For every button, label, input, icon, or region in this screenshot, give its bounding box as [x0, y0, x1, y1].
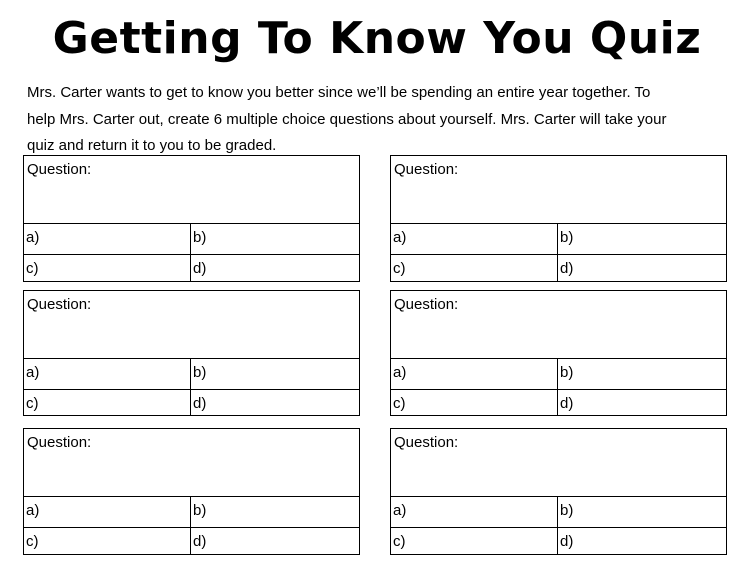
answer-c-field[interactable]: c) [24, 390, 191, 415]
answer-d-field[interactable]: d) [560, 395, 574, 412]
answer-d-field[interactable]: d) [560, 533, 574, 550]
answer-d-field[interactable]: d) [560, 260, 574, 277]
instructions-line-1: Mrs. Carter wants to get to know you better since we’ll be spending an entire year together. To [27, 84, 651, 101]
question-box-2 [390, 155, 727, 282]
answer-c-field[interactable]: c) [24, 528, 191, 554]
question-box-1 [23, 155, 360, 282]
answer-c-field[interactable]: c) [391, 528, 558, 554]
answer-c-field[interactable]: c) [391, 390, 558, 415]
question-field[interactable]: Question: [24, 291, 359, 359]
answer-a-field[interactable]: a) [391, 497, 558, 528]
answer-a-field[interactable]: a) [391, 224, 558, 255]
answer-b-field[interactable]: b) [558, 497, 726, 528]
instructions-line-2: help Mrs. Carter out, create 6 multiple choice questions about yourself. Mrs. Carter will take your [27, 110, 667, 128]
page-title: Getting To Know You Quiz [52, 13, 702, 64]
question-box-5 [23, 428, 360, 555]
question-field[interactable]: Question: [391, 429, 726, 497]
answer-b-field[interactable]: b) [191, 497, 359, 528]
answer-c-field[interactable]: c) [24, 255, 191, 281]
question-box-4 [390, 290, 727, 416]
answer-b-field[interactable]: b) [191, 224, 359, 255]
answer-a-field[interactable]: a) [391, 359, 558, 390]
answer-b-field[interactable]: b) [558, 359, 726, 390]
instructions-paragraph [27, 80, 732, 160]
question-field[interactable]: Question: [391, 156, 726, 224]
question-field[interactable]: Question: [24, 429, 359, 497]
answer-a-field[interactable]: a) [24, 224, 191, 255]
answer-d-field[interactable]: d) [193, 395, 207, 412]
answer-a-field[interactable]: a) [24, 497, 191, 528]
question-box-3 [23, 290, 360, 416]
question-field[interactable]: Question: [24, 156, 359, 224]
answer-d-field[interactable]: d) [193, 260, 207, 277]
question-box-6 [390, 428, 727, 555]
answer-a-field[interactable]: a) [24, 359, 191, 390]
answer-b-field[interactable]: b) [558, 224, 726, 255]
answer-c-field[interactable]: c) [391, 255, 558, 281]
answer-b-field[interactable]: b) [191, 359, 359, 390]
instructions-line-3: quiz and return it to you to be graded. [27, 137, 277, 154]
answer-d-field[interactable]: d) [193, 533, 207, 550]
question-field[interactable]: Question: [391, 291, 726, 359]
